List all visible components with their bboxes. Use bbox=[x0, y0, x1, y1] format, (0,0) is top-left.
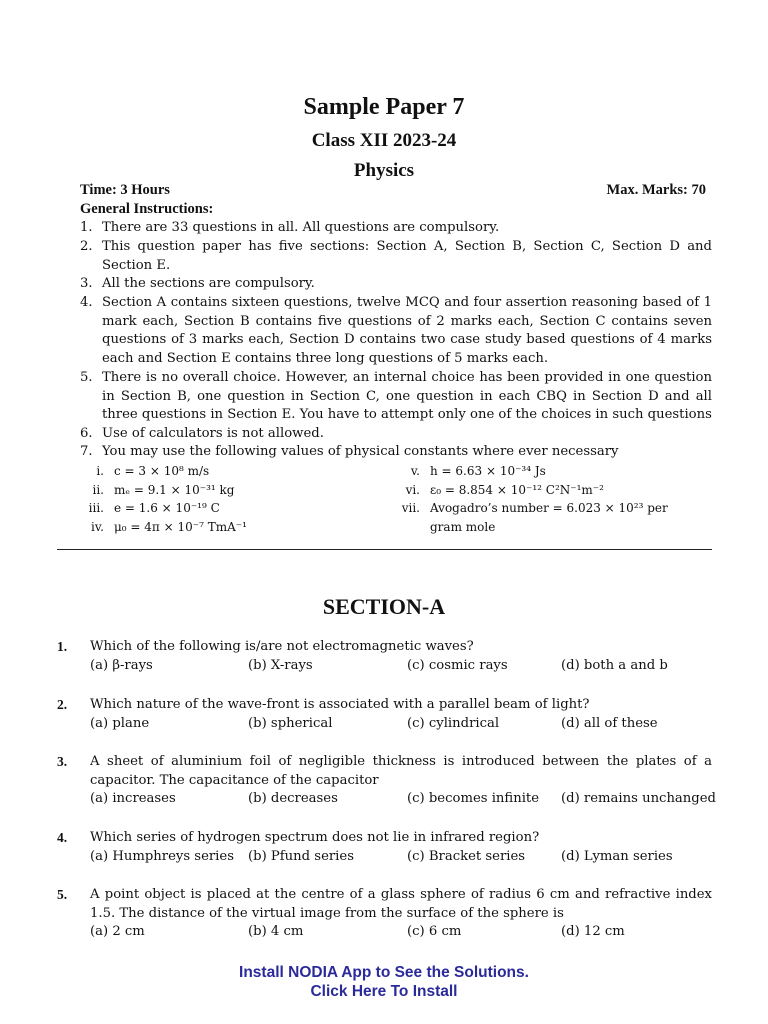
question-options bbox=[90, 790, 716, 809]
instruction-text: This question paper has five sections: Section A, Section B, Section C, Section D and Section E. bbox=[102, 239, 712, 273]
question-item bbox=[57, 753, 716, 809]
option-c: (c) becomes infinite bbox=[407, 791, 540, 807]
instruction-number: 2. bbox=[80, 239, 93, 254]
question-options bbox=[90, 923, 712, 942]
max-marks-label: Max. Marks: 70 bbox=[606, 182, 706, 198]
install-app-link[interactable]: Install NODIA App to See the Solutions. bbox=[239, 964, 529, 981]
question-text: A point object is placed at the centre of a glass sphere of radius 6 cm and refractive index 1.5. The distance of the virtual image from the surface of the sphere is bbox=[90, 887, 712, 921]
option-c: (c) 6 cm bbox=[407, 924, 462, 940]
instruction-item bbox=[80, 219, 712, 238]
instruction-item bbox=[80, 238, 712, 275]
option-d: (d) both a and b bbox=[561, 657, 668, 673]
option-c: (c) cylindrical bbox=[407, 715, 500, 731]
question-text: A sheet of aluminium foil of negligible thickness is introduced between the plates of a capacitor. The capacitance of the capacitor bbox=[90, 754, 712, 788]
general-instructions-label: General Instructions: bbox=[80, 201, 214, 217]
question-options bbox=[90, 715, 712, 734]
instruction-number: 6. bbox=[80, 426, 93, 441]
option-b: (b) 4 cm bbox=[248, 924, 304, 940]
constant-numeral: v. bbox=[410, 464, 420, 478]
instruction-number: 4. bbox=[80, 295, 93, 310]
constant-value: gram mole bbox=[430, 520, 496, 534]
option-a: (a) 2 cm bbox=[90, 924, 145, 940]
constant-item bbox=[68, 499, 220, 518]
instruction-item bbox=[80, 369, 712, 425]
instruction-item bbox=[80, 275, 712, 294]
option-b: (b) decreases bbox=[248, 791, 338, 807]
constant-numeral: vii. bbox=[401, 501, 420, 515]
option-b: (b) Pfund series bbox=[248, 848, 354, 864]
section-divider bbox=[57, 549, 712, 550]
question-item bbox=[57, 829, 712, 866]
option-c: (c) Bracket series bbox=[407, 848, 526, 864]
constant-value: μ₀ = 4π × 10⁻⁷ TmA⁻¹ bbox=[114, 520, 247, 534]
subject-heading: Physics bbox=[353, 160, 415, 181]
constant-value: Avogadro’s number = 6.023 × 10²³ per bbox=[430, 501, 668, 515]
constant-value: e = 1.6 × 10⁻¹⁹ C bbox=[114, 501, 220, 515]
option-b: (b) spherical bbox=[248, 715, 333, 731]
class-heading: Class XII 2023-24 bbox=[311, 130, 457, 151]
question-number: 5. bbox=[57, 887, 68, 902]
question-item bbox=[57, 696, 712, 733]
instruction-text: All the sections are compulsory. bbox=[102, 276, 315, 291]
constant-item bbox=[384, 462, 546, 481]
option-d: (d) all of these bbox=[561, 715, 658, 731]
question-number: 4. bbox=[57, 830, 68, 845]
option-c: (c) cosmic rays bbox=[407, 657, 508, 673]
constant-item bbox=[68, 481, 234, 500]
question-text: Which series of hydrogen spectrum does not lie in infrared region? bbox=[90, 830, 540, 845]
option-a: (a) Humphreys series bbox=[90, 848, 234, 864]
click-to-install-link[interactable]: Click Here To Install bbox=[310, 983, 458, 1000]
constant-item bbox=[68, 518, 247, 537]
option-d: (d) remains unchanged bbox=[561, 791, 716, 807]
option-d: (d) 12 cm bbox=[561, 924, 625, 940]
paper-title: Sample Paper 7 bbox=[303, 94, 465, 120]
constant-item bbox=[384, 481, 604, 500]
question-text: Which of the following is/are not electromagnetic waves? bbox=[90, 639, 474, 654]
instruction-text: Section A contains sixteen questions, twelve MCQ and four assertion reasoning based of 1 mark each, Section B contains five questions of 2 marks each, Section C contains seven questions of 3 marks each, Section D contains two case study based questions of 4 marks each and Section E contains three long questions of 5 marks each. bbox=[102, 295, 712, 367]
option-a: (a) plane bbox=[90, 715, 150, 731]
instruction-item bbox=[80, 294, 712, 369]
constant-numeral: ii. bbox=[92, 483, 104, 497]
instruction-number: 1. bbox=[80, 220, 93, 235]
constant-value: h = 6.63 × 10⁻³⁴ Js bbox=[430, 464, 546, 478]
constant-numeral: vi. bbox=[405, 483, 420, 497]
constant-numeral: i. bbox=[96, 464, 104, 478]
constant-numeral: iii. bbox=[88, 501, 104, 515]
question-options bbox=[90, 848, 712, 867]
option-a: (a) increases bbox=[90, 791, 176, 807]
instruction-text: You may use the following values of physical constants where ever necessary bbox=[102, 444, 619, 459]
question-number: 3. bbox=[57, 754, 68, 769]
instruction-number: 7. bbox=[80, 444, 93, 459]
instruction-text: There is no overall choice. However, an internal choice has been provided in one question in Section B, one question in Section C, one question in each CBQ in Section D and all three questions in Section E. You have to attempt only one of the choices in such questions bbox=[102, 370, 712, 423]
section-heading: SECTION-A bbox=[322, 594, 446, 619]
option-d: (d) Lyman series bbox=[561, 848, 673, 864]
instruction-number: 5. bbox=[80, 370, 93, 385]
constant-value: c = 3 × 10⁸ m/s bbox=[114, 464, 210, 478]
constant-numeral: iv. bbox=[90, 520, 104, 534]
constant-item bbox=[384, 499, 668, 518]
question-text: Which nature of the wave-front is associated with a parallel beam of light? bbox=[90, 697, 590, 712]
instruction-text: There are 33 questions in all. All questions are compulsory. bbox=[102, 220, 500, 235]
instruction-item bbox=[80, 425, 712, 444]
question-number: 1. bbox=[57, 639, 68, 654]
option-a: (a) β-rays bbox=[90, 657, 153, 673]
question-item bbox=[57, 638, 712, 675]
question-item bbox=[57, 886, 712, 942]
constant-item bbox=[68, 462, 209, 481]
instruction-number: 3. bbox=[80, 276, 93, 291]
question-number: 2. bbox=[57, 697, 68, 712]
time-label: Time: 3 Hours bbox=[80, 182, 170, 198]
constant-value: mₑ = 9.1 × 10⁻³¹ kg bbox=[114, 483, 235, 497]
option-b: (b) X-rays bbox=[248, 657, 313, 673]
instruction-item bbox=[80, 443, 712, 462]
question-options bbox=[90, 657, 712, 676]
constant-value: ε₀ = 8.854 × 10⁻¹² C²N⁻¹m⁻² bbox=[430, 483, 604, 497]
constant-item bbox=[384, 518, 495, 537]
instruction-text: Use of calculators is not allowed. bbox=[102, 426, 324, 441]
